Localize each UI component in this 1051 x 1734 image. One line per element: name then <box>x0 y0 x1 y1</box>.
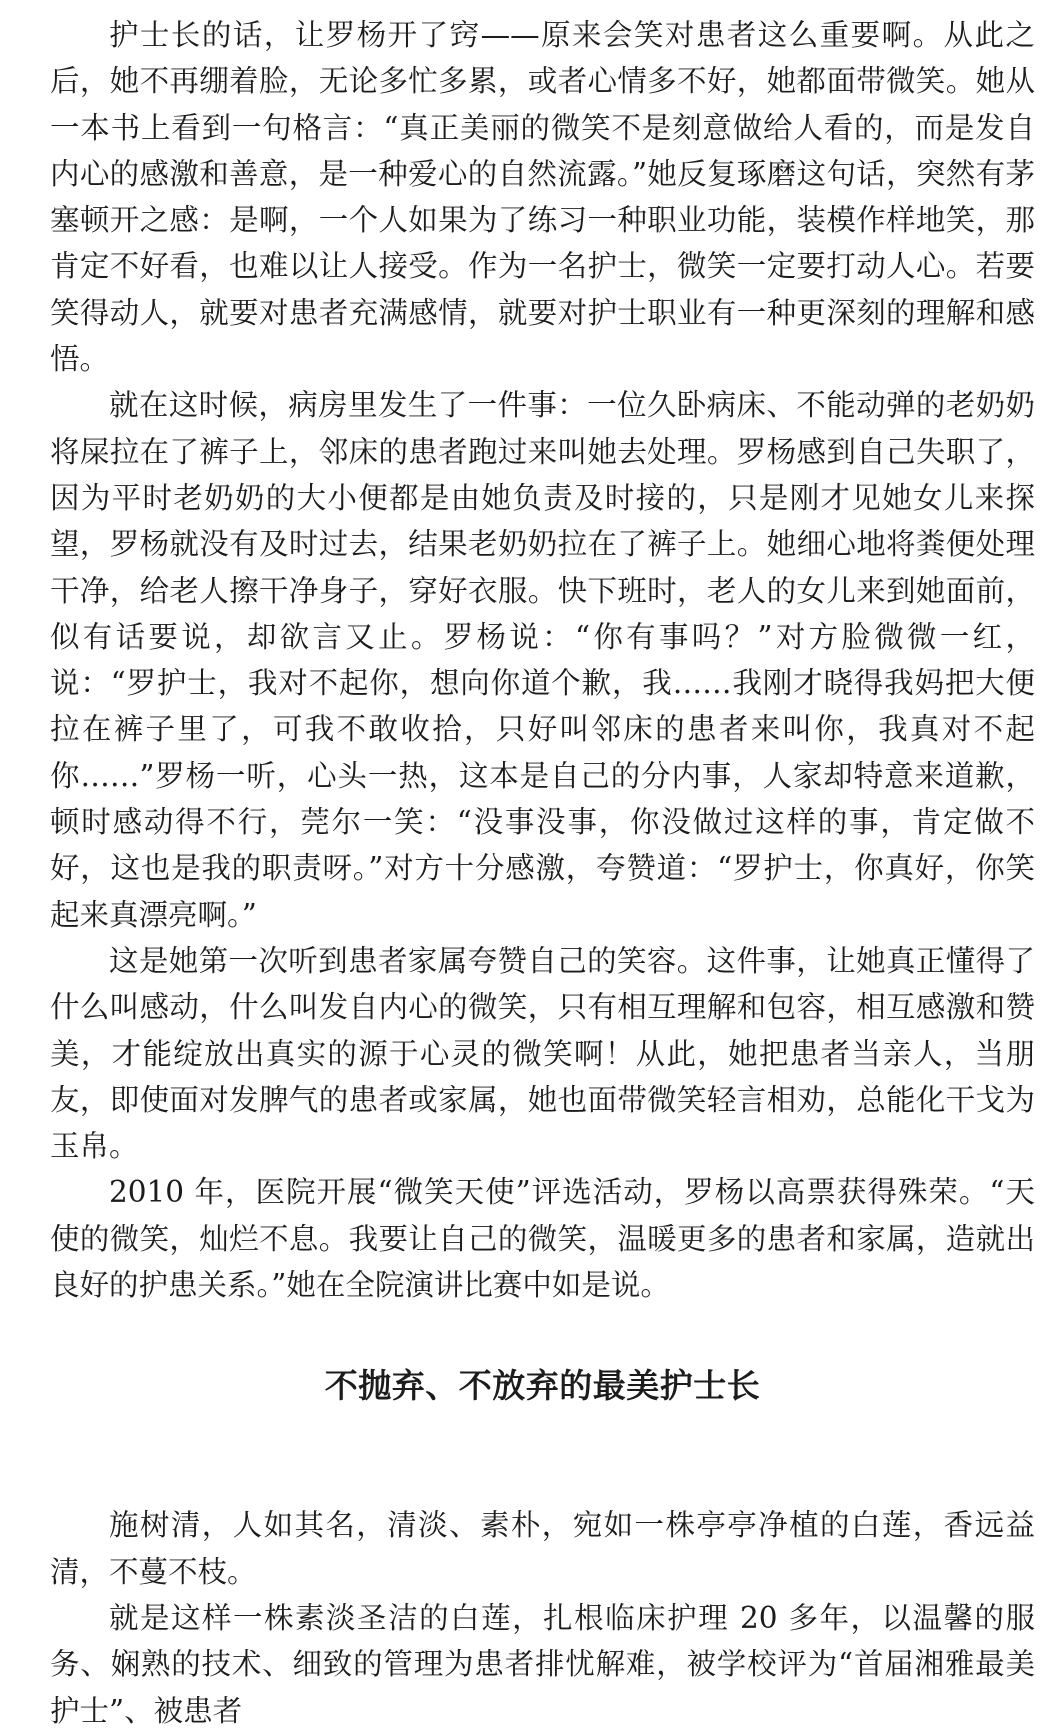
body-paragraph: 这是她第一次听到患者家属夸赞自己的笑容。这件事，让她真正懂得了什么叫感动，什么叫发自内心的微笑，只有相互理解和包容，相互感激和赞美，才能绽放出真实的源于心灵的微笑啊！从此，她把患者当亲人，当朋友，即使面对发脾气的患者或家属，她也面带微笑轻言相劝，总能化干戈为玉帛。 <box>50 943 1035 1164</box>
document-page <box>50 12 1035 1734</box>
title-spacing <box>50 1464 1035 1502</box>
body-paragraph: 就在这时候，病房里发生了一件事：一位久卧病床、不能动弹的老奶奶将屎拉在了裤子上，邻床的患者跑过来叫她去处理。罗杨感到自己失职了，因为平时老奶奶的大小便都是由她负责及时接的，只是刚才见她女儿来探望，罗杨就没有及时过去，结果老奶奶拉在了裤子上。她细心地将粪便处理干净，给老人擦干净身子，穿好衣服。快下班时，老人的女儿来到她面前，似有话要说，却欲言又止。罗杨说：“你有事吗？”对方脸微微一红，说：“罗护士，我对不起你，想向你道个歉，我……我刚才晓得我妈把大便拉在裤子里了，可我不敢收拾，只好叫邻床的患者来叫你，我真对不起你……”罗杨一听，心头一热，这本是自己的分内事，人家却特意来道歉，顿时感动得不行，莞尔一笑：“没事没事，你没做过这样的事，肯定做不好，这也是我的职责呀。”对方十分感激，夸赞道：“罗护士，你真好，你笑起来真漂亮啊。” <box>50 388 1035 932</box>
body-paragraph: 护士长的话，让罗杨开了窍——原来会笑对患者这么重要啊。从此之后，她不再绷着脸，无论多忙多累，或者心情多不好，她都面带微笑。她从一本书上看到一句格言：“真正美丽的微笑不是刻意做给人看的，而是发自内心的感激和善意，是一种爱心的自然流露。”她反复琢磨这句话，突然有茅塞顿开之感：是啊，一个人如果为了练习一种职业功能，装模作样地笑，那肯定不好看，也难以让人接受。作为一名护士，微笑一定要打动人心。若要笑得动人，就要对患者充满感情，就要对护士职业有一种更深刻的理解和感悟。 <box>50 18 1035 377</box>
body-paragraph: 2010 年，医院开展“微笑天使”评选活动，罗杨以高票获得殊荣。“天使的微笑，灿烂不息。我要让自己的微笑，温暖更多的患者和家属，造就出良好的护患关系。”她在全院演讲比赛中如是说。 <box>50 1175 1035 1303</box>
body-paragraph: 施树清，人如其名，清淡、素朴，宛如一株亭亭净植的白莲，香远益清，不蔓不枝。 <box>50 1508 1035 1589</box>
section-title: 不抛弃、不放弃的最美护士长 <box>324 1366 761 1406</box>
body-paragraph: 就是这样一株素淡圣洁的白莲，扎根临床护理 20 多年，以温馨的服务、娴熟的技术、细致的管理为患者排忧解难，被学校评为“首届湘雅最美护士”、被患者 <box>50 1600 1035 1728</box>
